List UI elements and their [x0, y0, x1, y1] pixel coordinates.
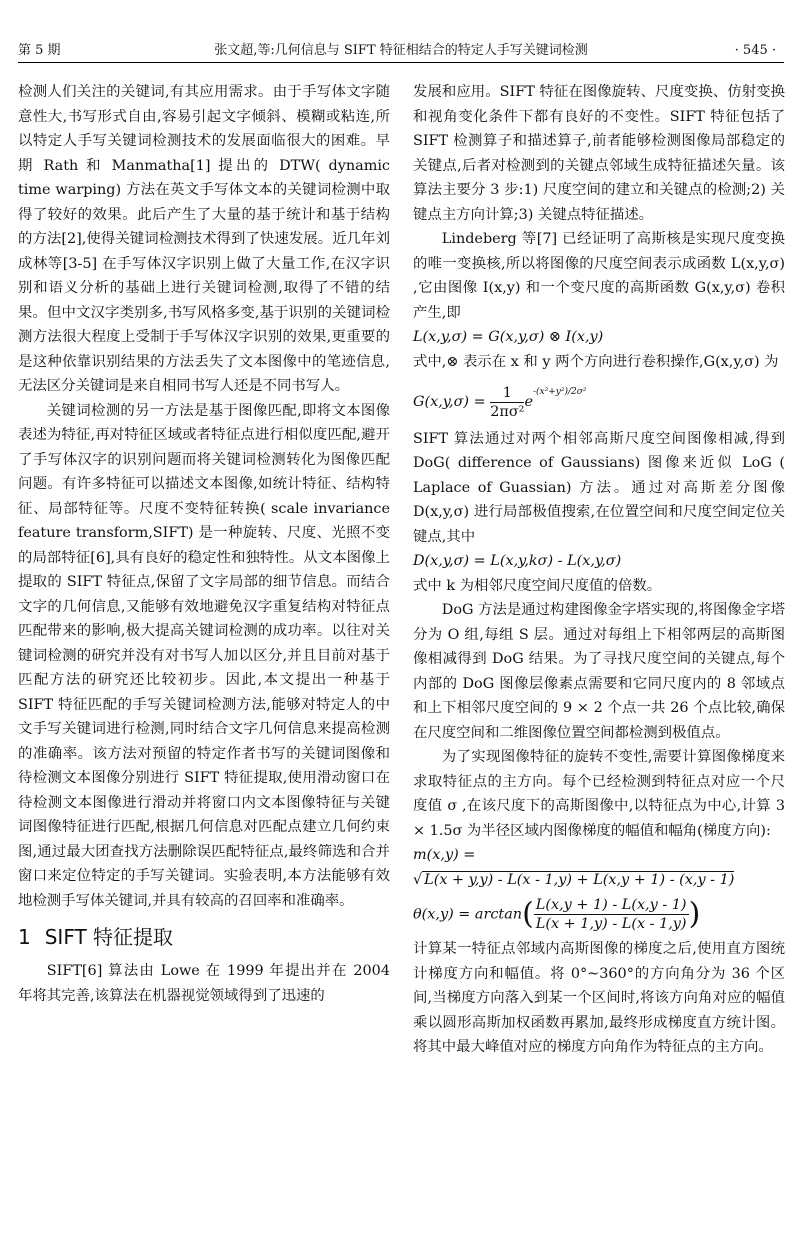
- issue-number: 第 5 期: [18, 43, 61, 58]
- running-header: [18, 40, 784, 63]
- right-paragraph-3: 式中,⊗ 表示在 x 和 y 两个方向进行卷积操作,G(x,y,σ) 为: [413, 353, 779, 370]
- right-paragraph-4: SIFT 算法通过对两个相邻高斯尺度空间图像相减,得到 DoG( difference of Gaussians) 图像来近似 LoG ( Laplace of Guassian) 方法。通过对高斯差分图像 D(x,y,σ) 进行局部极值搜索,在位置空间和尺度空间定位关键点,其中: [413, 430, 785, 545]
- equation-5-lhs: θ(x,y) = arctan: [413, 906, 523, 923]
- left-paragraph-2: 关键词检测的另一方法是基于图像匹配,即将文本图像表述为特征,再对特征区域或者特征点进行相似度匹配,避开了手写体汉字的识别问题而将关键词检测转化为图像匹配问题。有许多特征可以描述文本图像,如统计特征、结构特征、局部特征等。尺度不变特征转换( scale invariance feature transform,SIFT) 是一种旋转、尺度、光照不变的局部特征[6],具有良好的稳定性和独特性。从文本图像上提取的 SIFT 特征点,保留了文字局部的细节信息。而结合文字的几何信息,又能够有效地避免汉字重复结构对特征点匹配带来的影响,极大提高关键词检测的成功率。以往对关键词检测的研究并没有对书写人加以区分,并且目前对基于匹配方法的研究还比较初步。因此,本文提出一种基于 SIFT 特征匹配的手写关键词检测方法,能够对特定人的中文手写关键词进行检测,同时结合文字几何信息来提高检测的准确率。该方法对预留的特定作者书写的关键词图像和待检测文本图像分别进行 SIFT 特征提取,使用滑动窗口在待检测文本图像进行滑动并将窗口内文本图像特征与关键词图像特征进行匹配,根据几何信息对匹配点建立几何约束图,通过最大团查找方法删除误匹配特征点,最终筛选和合并窗口来定位特定的手写关键词。实验表明,本方法能够有效地检测手写体关键词,并具有较高的召回率和准确率。: [18, 402, 390, 909]
- right-paragraph-2: Lindeberg 等[7] 已经证明了高斯核是实现尺度变换的唯一变换核,所以将图像的尺度空间表示成函数 L(x,y,σ) ,它由图像 I(x,y) 和一个变尺度的高斯函数 G(x,y,σ) 卷积产生,即: [413, 231, 785, 321]
- right-paragraph-7: 为了实现图像特征的旋转不变性,需要计算图像梯度来求取特征点的主方向。每个已经检测到特征点对应一个尺度值 σ ,在该尺度下的高斯图像中,以特征点为中心,计算 3 × 1.5σ 为半径区域内图像梯度的幅值和幅角(梯度方向):: [413, 749, 785, 839]
- left-paragraph-1: 检测人们关注的关键词,有其应用需求。由于手写体文字随意性大,书写形式自由,容易引起文字倾斜、模糊或粘连,所以特定人手写关键词检测技术的发展面临很大的困难。早期 Rath 和 Manmatha[1] 提出的 DTW( dynamic time warping) 方法在英文手写体文本的关键词检测中取得了较好的效果。此后产生了大量的基于统计和基于结构的方法[2],使得关键词检测技术得到了快速发展。近几年刘成林等[3-5] 在手写体汉字识别上做了大量工作,在汉字识别和语义分析的基础上进行关键词检测,取得了不错的结果。但中文汉字类别多,书写风格多变,基于识别的关键词检测方法很大程度上受制于手写体汉字识别的效果,更重要的是这种依靠识别结果的方法丢失了文本图像中的笔迹信息,无法区分关键词是来自相同书写人还是不同书写人。: [18, 84, 390, 394]
- equation-5-left-paren: (: [522, 896, 534, 932]
- equation-2: [413, 380, 785, 421]
- section-number: 1: [18, 925, 31, 949]
- running-title: 张文超,等:几何信息与 SIFT 特征相结合的特定人手写关键词检测: [214, 43, 588, 58]
- equation-4-lhs: m(x,y) =: [413, 847, 476, 863]
- equation-2-lhs: G(x,y,σ) =: [413, 394, 486, 410]
- section-title: SIFT 特征提取: [44, 925, 174, 949]
- equation-2-base: e: [524, 394, 533, 410]
- right-paragraph-8: 计算某一特征点邻域内高斯图像的梯度之后,使用直方图统计梯度方向和幅值。将 0°~360°的方向角分为 36 个区间,当梯度方向落入到某一个区间时,将该方向角对应的幅值乘以圆形高斯加权函数再累加,最终形成梯度直方统计图。将其中最大峰值对应的梯度方向角作为特征点的主方向。: [413, 941, 785, 1055]
- equation-5-numerator: L(x,y + 1) - L(x,y - 1): [535, 897, 687, 913]
- section-heading: [18, 919, 390, 955]
- equation-4-radicand: L(x + y,y) - L(x - 1,y) + L(x,y + 1) - (x,y - 1): [424, 871, 735, 888]
- right-paragraph-1: 发展和应用。SIFT 特征在图像旋转、尺度变换、仿射变换和视角变化条件下都有良好的不变性。SIFT 特征包括了 SIFT 检测算子和描述算子,前者能够检测图像局部稳定的关键点,后者对检测到的关键点邻域生成特征描述矢量。该算法主要分 3 步:1) 尺度空间的建立和关键点的检测;2) 关键点主方向计算;3) 关键点特征描述。: [413, 84, 785, 223]
- equation-2-denominator: 2πσ²: [490, 403, 525, 420]
- equation-4-sqrt: √ L(x + y,y) - L(x - 1,y) + L(x,y + 1) - (x,y - 1): [413, 871, 735, 888]
- right-column: [413, 80, 785, 1060]
- left-paragraph-3: SIFT[6] 算法由 Lowe 在 1999 年提出并在 2004 年将其完善,该算法在机器视觉领域得到了迅速的: [18, 963, 390, 1004]
- equation-3: D(x,y,σ) = L(x,y,kσ) - L(x,y,σ): [413, 553, 622, 569]
- page-number: · 545 ·: [734, 43, 776, 58]
- right-paragraph-5: 式中 k 为相邻尺度空间尺度值的倍数。: [413, 577, 662, 594]
- left-column: [18, 80, 390, 1008]
- right-paragraph-6: DoG 方法是通过构建图像金字塔实现的,将图像金字塔分为 O 组,每组 S 层。通过对每组上下相邻两层的高斯图像相减得到 DoG 结果。为了寻找尺度空间的关键点,每个内部的 DoG 图像层像素点需要和它同尺度内的 8 邻域点和上下相邻尺度空间的 9 × 2 个点一共 26 个点比较,确保在尺度空间和二维图像位置空间都检测到极值点。: [413, 602, 785, 741]
- equation-1: L(x,y,σ) = G(x,y,σ) ⊗ I(x,y): [413, 329, 604, 345]
- equation-2-numerator: 1: [490, 384, 524, 403]
- equation-2-fraction: [490, 384, 524, 421]
- equation-5: [413, 896, 785, 933]
- equation-5-right-paren: ): [688, 896, 701, 932]
- equation-4: [413, 868, 785, 893]
- equation-5-fraction: [534, 896, 689, 933]
- equation-2-exponent: -(x²+y²)/2σ²: [533, 387, 587, 397]
- equation-5-denominator: L(x + 1,y) - L(x - 1,y): [535, 916, 687, 932]
